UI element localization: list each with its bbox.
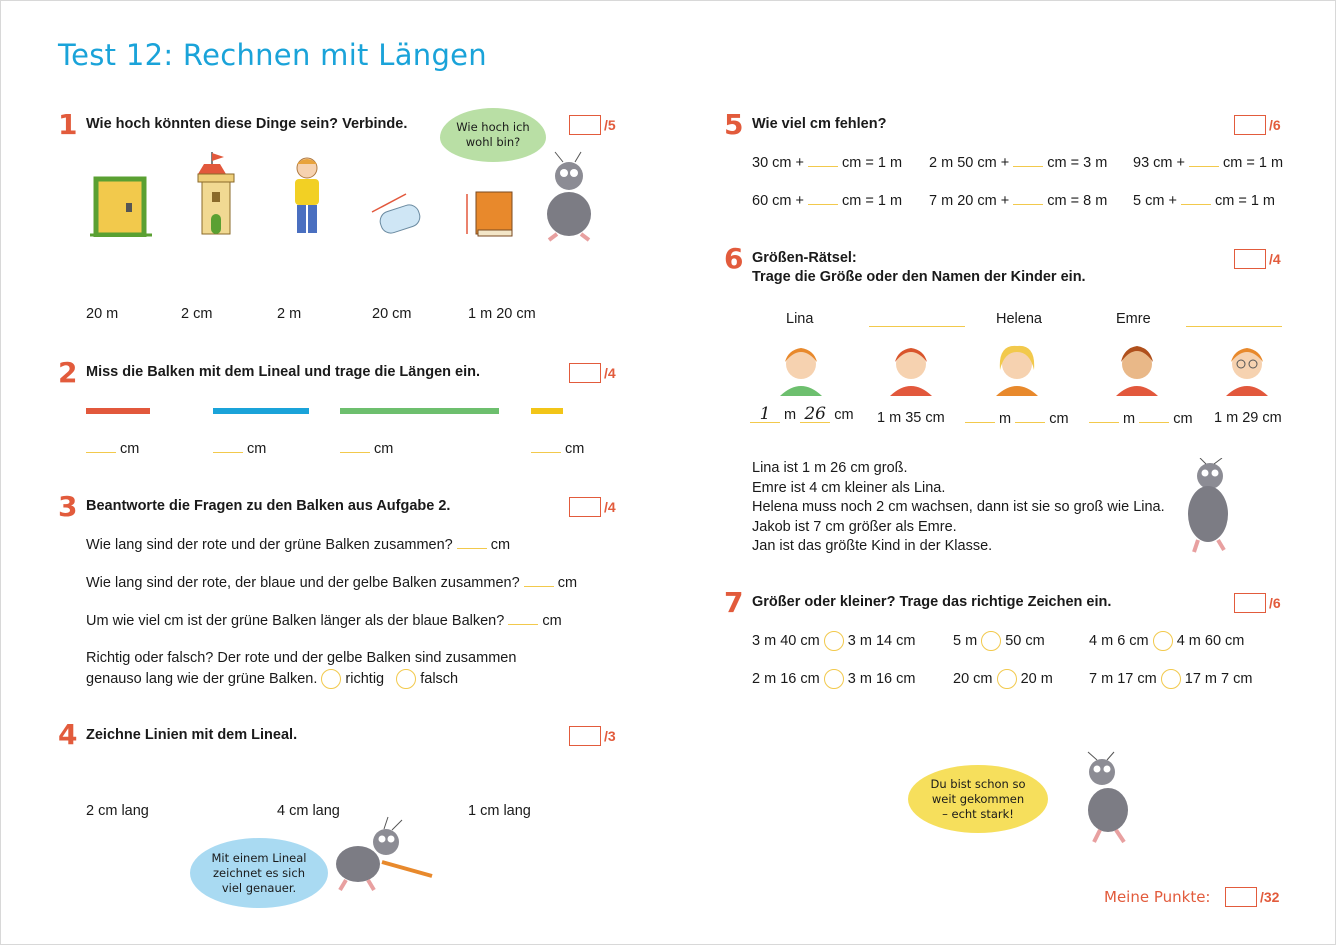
compare-circle[interactable] [824, 631, 844, 651]
option-2: 2 cm [181, 306, 213, 322]
answer-blank[interactable] [1015, 410, 1045, 423]
door-icon [90, 175, 152, 237]
compare-2: 5 m 50 cm [953, 631, 1045, 651]
total-score: /32 [1225, 887, 1279, 907]
sum-2: 2 m 50 cm + cm = 3 m [929, 155, 1108, 171]
task-6-score: /4 [1234, 249, 1281, 269]
blue-bar [213, 408, 309, 414]
ant-mascot-icon [1070, 750, 1140, 846]
task-6-number: 6 [724, 242, 744, 275]
total-label: Meine Punkte: [1104, 888, 1211, 906]
kid-face-icon [992, 340, 1042, 396]
task-3-number: 3 [58, 490, 78, 523]
measure-yellow: cm [531, 440, 584, 457]
task-5-question: Wie viel cm fehlen? [752, 116, 887, 132]
answer-blank[interactable] [1013, 192, 1043, 205]
kid-name-1: Lina [786, 311, 814, 327]
task-4-score: /3 [569, 726, 616, 746]
task-1-question: Wie hoch könnten diese Dinge sein? Verbinde. [86, 116, 408, 132]
kid-face-icon [886, 340, 936, 396]
compare-3: 4 m 6 cm 4 m 60 cm [1089, 631, 1244, 651]
kid-face-icon [776, 340, 826, 396]
task-3-q3: Um wie viel cm ist der grüne Balken länger als der blaue Balken? cm [86, 613, 562, 629]
answer-blank[interactable] [1181, 192, 1211, 205]
sum-5: 7 m 20 cm + cm = 8 m [929, 193, 1108, 209]
height-emre: m cm [1089, 410, 1193, 427]
answer-blank[interactable] [1189, 154, 1219, 167]
task-7-number: 7 [724, 586, 744, 619]
sum-4: 60 cm + cm = 1 m [752, 193, 903, 209]
task-4-question: Zeichne Linien mit dem Lineal. [86, 727, 298, 743]
task-3-q2: Wie lang sind der rote, der blaue und der gelbe Balken zusammen? cm [86, 575, 578, 591]
child-icon [285, 152, 329, 238]
score-box[interactable] [569, 115, 601, 135]
task-2-question: Miss die Balken mit dem Lineal und trage die Längen ein. [86, 364, 480, 380]
option-5: 1 m 20 cm [468, 306, 536, 322]
line-label-1: 2 cm lang [86, 803, 149, 819]
speech-bubble-task-4: Mit einem Lineal zeichnet es sich viel genauer. [190, 838, 328, 908]
speech-bubble-end: Du bist schon so weit gekommen – echt stark! [908, 765, 1048, 833]
measure-green: cm [340, 440, 393, 457]
task-5-score: /6 [1234, 115, 1281, 135]
task-3-q4-line2: genauso lang wie der grüne Balken. richtig falsch [86, 669, 458, 689]
answer-blank[interactable] [1089, 410, 1119, 423]
answer-blank[interactable] [86, 440, 116, 453]
score-box[interactable] [569, 497, 601, 517]
answer-blank[interactable] [1139, 410, 1169, 423]
task-2-score: /4 [569, 363, 616, 383]
task-3-q1: Wie lang sind der rote und der grüne Balken zusammen? cm [86, 537, 511, 553]
ant-mascot-icon [1176, 458, 1240, 554]
clue: Helena muss noch 2 cm wachsen, dann ist sie so groß wie Lina. [752, 499, 1165, 515]
task-1-number: 1 [58, 108, 78, 141]
line-label-3: 1 cm lang [468, 803, 531, 819]
height-kid-2: 1 m 35 cm [877, 410, 945, 426]
page-title: Test 12: Rechnen mit Längen [58, 38, 487, 72]
answer-blank[interactable] [508, 612, 538, 625]
score-box[interactable] [1234, 593, 1266, 613]
task-7-score: /6 [1234, 593, 1281, 613]
kid-name-4: Emre [1116, 311, 1151, 327]
kid-name-3: Helena [996, 311, 1042, 327]
answer-blank[interactable] [1013, 154, 1043, 167]
height-kid-5: 1 m 29 cm [1214, 410, 1282, 426]
score-box[interactable] [1234, 115, 1266, 135]
task-3-question: Beantworte die Fragen zu den Balken aus Aufgabe 2. [86, 498, 451, 514]
answer-blank[interactable] [213, 440, 243, 453]
task-6-question-line2: Trage die Größe oder den Namen der Kinder ein. [752, 269, 1086, 285]
option-4: 20 cm [372, 306, 412, 322]
richtig-checkbox[interactable] [321, 669, 341, 689]
tower-icon [190, 150, 242, 238]
option-1: 20 m [86, 306, 119, 322]
green-bar [340, 408, 499, 414]
kid-face-icon [1222, 340, 1272, 396]
compare-4: 2 m 16 cm 3 m 16 cm [752, 669, 915, 689]
sum-6: 5 cm + cm = 1 m [1133, 193, 1276, 209]
answer-blank[interactable] [531, 440, 561, 453]
speech-bubble-task-1: Wie hoch ich wohl bin? [440, 108, 546, 162]
compare-6: 7 m 17 cm 17 m 7 cm [1089, 669, 1252, 689]
compare-circle[interactable] [824, 669, 844, 689]
task-6-question-line1: Größen-Rätsel: [752, 250, 857, 266]
task-5-number: 5 [724, 108, 744, 141]
answer-blank[interactable] [808, 154, 838, 167]
kid-face-icon [1112, 340, 1162, 396]
height-helena: m cm [965, 410, 1069, 427]
answer-blank[interactable] [524, 574, 554, 587]
answer-blank[interactable] [340, 440, 370, 453]
answer-blank[interactable] [965, 410, 995, 423]
task-1-score: /5 [569, 115, 616, 135]
compare-circle[interactable] [1161, 669, 1181, 689]
score-box[interactable] [1225, 887, 1257, 907]
sum-3: 93 cm + cm = 1 m [1133, 155, 1284, 171]
yellow-bar [531, 408, 563, 414]
task-4-number: 4 [58, 718, 78, 751]
task-2-number: 2 [58, 356, 78, 389]
clue: Lina ist 1 m 26 cm groß. [752, 460, 908, 476]
compare-circle[interactable] [1153, 631, 1173, 651]
compare-circle[interactable] [981, 631, 1001, 651]
clues [752, 459, 1165, 557]
score-box[interactable] [569, 726, 601, 746]
measure-red: cm [86, 440, 139, 457]
score-box[interactable] [1234, 249, 1266, 269]
score-box[interactable] [569, 363, 601, 383]
book-icon [462, 186, 518, 240]
task-3-q4-line1: Richtig oder falsch? Der rote und der gelbe Balken sind zusammen [86, 650, 517, 666]
task-3-score: /4 [569, 497, 616, 517]
line-label-2: 4 cm lang [277, 803, 340, 819]
task-7-question: Größer oder kleiner? Trage das richtige Zeichen ein. [752, 594, 1112, 610]
sum-1: 30 cm + cm = 1 m [752, 155, 903, 171]
compare-5: 20 cm 20 m [953, 669, 1053, 689]
measure-blue: cm [213, 440, 266, 457]
clue: Jakob ist 7 cm größer als Emre. [752, 518, 957, 535]
eraser-icon [366, 190, 426, 238]
height-lina: 1 m 26 cm [750, 404, 854, 423]
kid-name-blank-5[interactable] [1186, 326, 1282, 327]
clue: Emre ist 4 cm kleiner als Lina. [752, 479, 946, 496]
ant-mascot-icon [535, 150, 601, 242]
falsch-checkbox[interactable] [396, 669, 416, 689]
compare-circle[interactable] [997, 669, 1017, 689]
kid-name-blank-2[interactable] [869, 326, 965, 327]
answer-blank[interactable] [808, 192, 838, 205]
ant-with-pencil-icon [328, 814, 436, 894]
option-3: 2 m [277, 306, 302, 322]
answer-blank[interactable] [457, 536, 487, 549]
red-bar [86, 408, 150, 414]
compare-1: 3 m 40 cm 3 m 14 cm [752, 631, 915, 651]
clue: Jan ist das größte Kind in der Klasse. [752, 538, 993, 554]
